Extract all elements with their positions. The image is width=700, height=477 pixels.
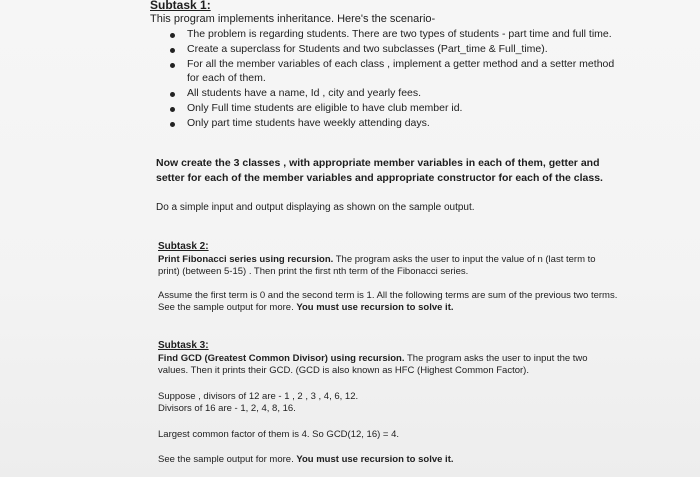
subtask3-section (158, 340, 618, 467)
subtask3-note: See the sample output for more. You must use recursion to solve it. (158, 454, 454, 465)
bullet-icon (170, 107, 175, 112)
subtask2-description: Print Fibonacci series using recursion. The program asks the user to input the value of n (last term to print) (between 5-15) . Then print the first nth term of the Fibonacci series. (158, 253, 596, 277)
list-item: All students have a name, Id , city and yearly fees. (150, 87, 620, 100)
subtask2-title: Subtask 2: (158, 241, 209, 252)
subtask1-title: Subtask 1: (150, 0, 211, 12)
subtask2-section (158, 241, 618, 315)
subtask3-description: Find GCD (Greatest Common Divisor) using recursion. The program asks the user to input the two values. Then it prints their GCD. (GCD is also known as HFC (Highest Common Factor). (158, 352, 588, 376)
bullet-icon (170, 92, 175, 97)
list-item: Only part time students have weekly attending days. (150, 117, 620, 130)
bullet-icon (170, 33, 175, 38)
bullet-icon (170, 122, 175, 127)
subtask2-note: Assume the first term is 0 and the second term is 1. All the following terms are sum of the previous two terms. See the sample output for more. You must use recursion to solve it. (158, 289, 618, 313)
bullet-icon (170, 63, 175, 68)
list-item: The problem is regarding students. There are two types of students - part time and full time. (150, 28, 620, 41)
subtask3-title: Subtask 3: (158, 340, 209, 351)
subtask3-divisors-12: Suppose , divisors of 12 are - 1 , 2 , 3 , 4, 6, 12. (158, 390, 359, 402)
bullet-icon (170, 48, 175, 53)
list-item: Create a superclass for Students and two subclasses (Part_time & Full_time). (150, 43, 620, 56)
subtask3-divisors-16: Divisors of 16 are - 1, 2, 4, 8, 16. (158, 403, 296, 414)
subtask1-instructions: Now create the 3 classes , with appropriate member variables in each of them, getter and setter for each of the member variables and appropriate constructor for each of the class. (156, 157, 603, 184)
list-item: For all the member variables of each class , implement a getter method and a setter method for each of them. (150, 58, 620, 84)
subtask1-bullet-list (150, 28, 620, 130)
subtask1-io-note: Do a simple input and output displaying as shown on the sample output. (156, 202, 475, 213)
subtask1-section (150, 0, 620, 132)
list-item: Only Full time students are eligible to have club member id. (150, 102, 620, 115)
subtask1-intro: This program implements inheritance. Here's the scenario- (150, 13, 436, 25)
subtask3-gcd-result: Largest common factor of them is 4. So GCD(12, 16) = 4. (158, 428, 400, 440)
